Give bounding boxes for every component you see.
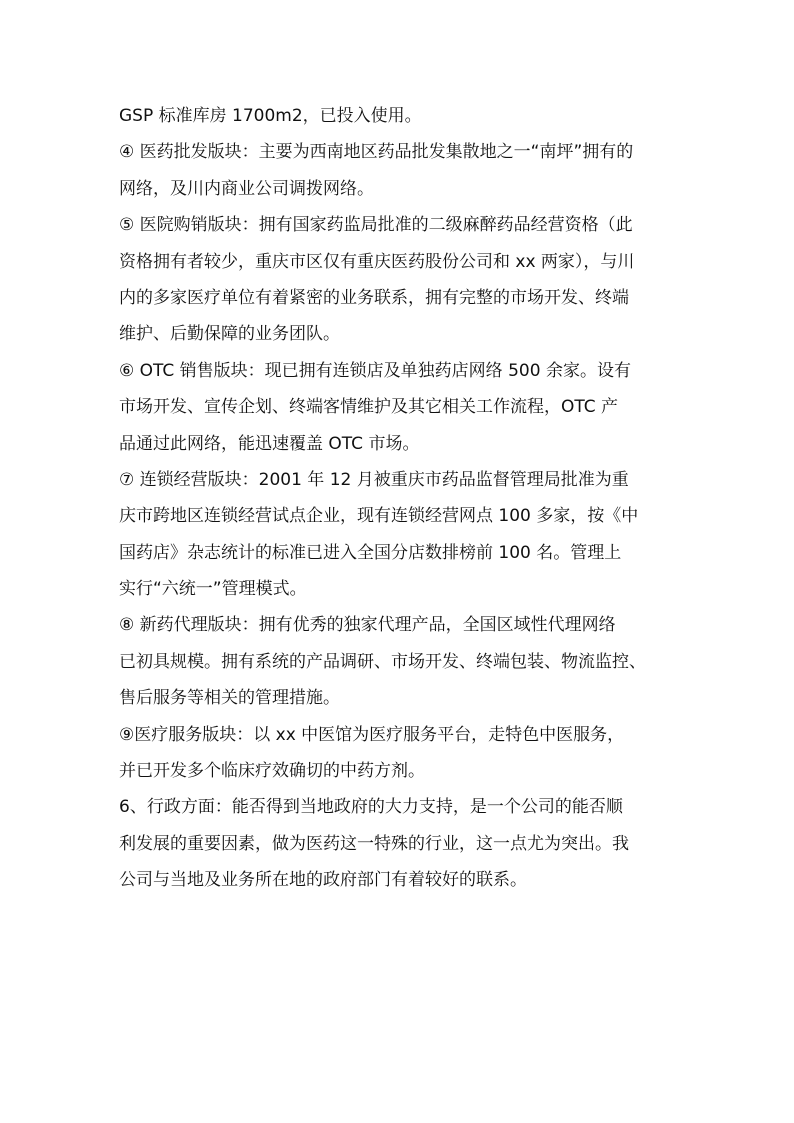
document-body <box>119 98 679 899</box>
text-line: 售后服务等相关的管理措施。 <box>119 688 340 709</box>
text-line: 已初具规模。拥有系统的产品调研、市场开发、终端包装、物流监控、 <box>119 651 646 672</box>
text-line: 6、行政方面：能否得到当地政府的大力支持，是一个公司的能否顺 <box>119 797 623 818</box>
text-line: 网络，及川内商业公司调拨网络。 <box>119 178 374 199</box>
text-line: 国药店》杂志统计的标准已进入全国分店数排榜前 100 名。管理上 <box>119 542 622 563</box>
text-line: 内的多家医疗单位有着紧密的业务联系，拥有完整的市场开发、终端 <box>119 287 629 308</box>
text-line: ⑨医疗服务版块：以 xx 中医馆为医疗服务平台，走特色中医服务， <box>119 724 625 745</box>
text-line: 实行“六统一”管理模式。 <box>119 579 307 600</box>
text-line: ④ 医药批发版块：主要为西南地区药品批发集散地之一“南坪”拥有的 <box>119 142 634 163</box>
text-line: ⑥ OTC 销售版块：现已拥有连锁店及单独药店网络 500 余家。设有 <box>119 360 631 381</box>
text-line: 维护、后勤保障的业务团队。 <box>119 324 340 345</box>
text-line: GSP 标准库房 1700m2，已投入使用。 <box>119 106 422 126</box>
text-line: 并已开发多个临床疗效确切的中药方剂。 <box>119 761 425 782</box>
text-line: 庆市跨地区连锁经营试点企业，现有连锁经营网点 100 多家，按《中 <box>119 506 639 527</box>
text-line: 资格拥有者较少，重庆市区仅有重庆医药股份公司和 xx 两家），与川 <box>119 251 635 272</box>
text-line: 公司与当地及业务所在地的政府部门有着较好的联系。 <box>119 870 527 891</box>
text-line: 市场开发、宣传企划、终端客情维护及其它相关工作流程，OTC 产 <box>119 397 619 418</box>
text-line: 利发展的重要因素，做为医药这一特殊的行业，这一点尤为突出。我 <box>119 833 629 854</box>
text-line: ⑦ 连锁经营版块：2001 年 12 月被重庆市药品监督管理局批准为重 <box>119 469 629 490</box>
text-line: ⑧ 新药代理版块：拥有优秀的独家代理产品，全国区域性代理网络 <box>119 615 616 636</box>
text-line: 品通过此网络，能迅速覆盖 OTC 市场。 <box>119 433 420 454</box>
text-line: ⑤ 医院购销版块：拥有国家药监局批准的二级麻醉药品经营资格（此 <box>119 215 633 236</box>
